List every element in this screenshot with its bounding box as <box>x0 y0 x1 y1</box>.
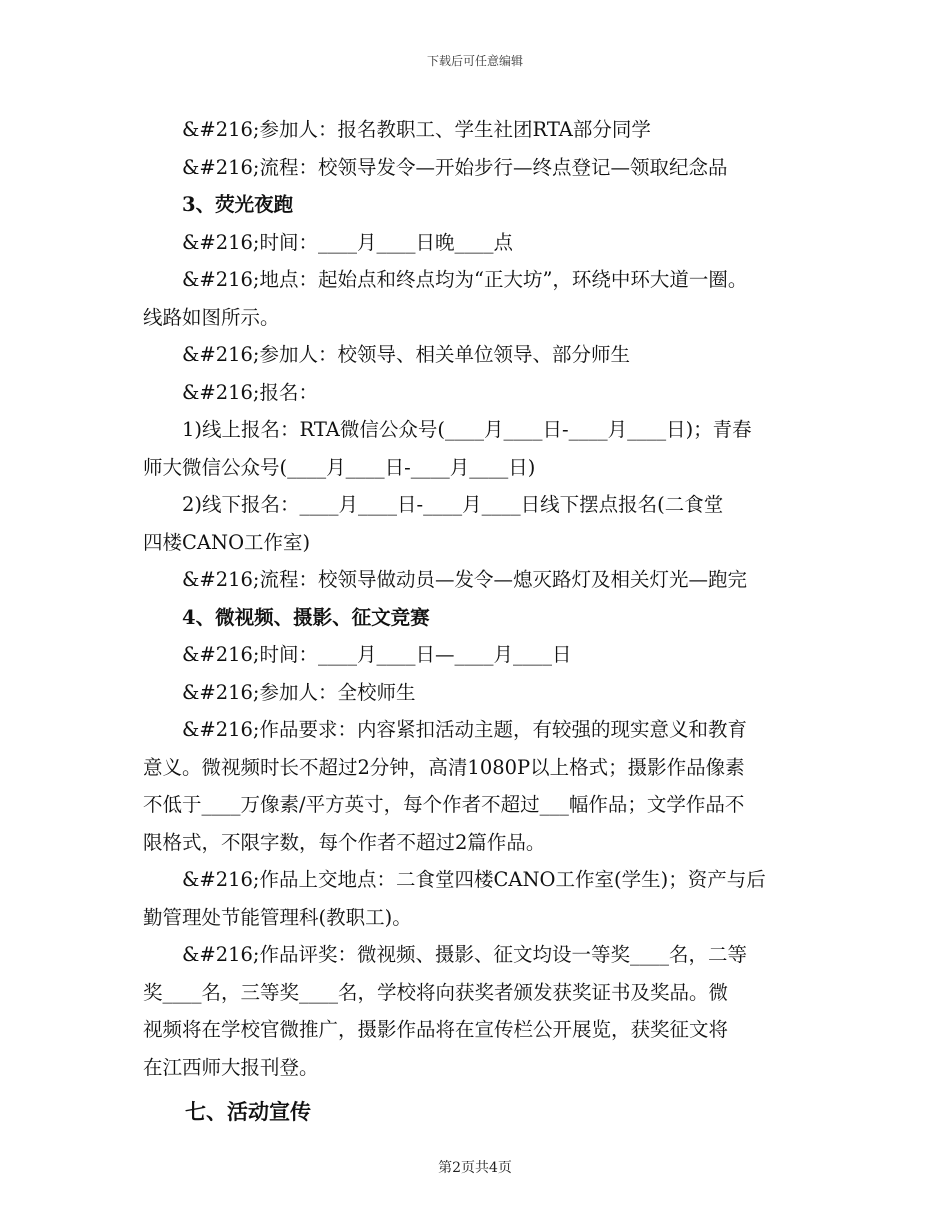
text-line: &#216;流程：校领导做动员—发令—熄灭路灯及相关灯光—跑完 <box>182 568 747 591</box>
text-line: &#216;参加人：校领导、相关单位领导、部分师生 <box>182 343 630 366</box>
text-line: &#216;流程：校领导发令—开始步行—终点登记—领取纪念品 <box>182 155 728 179</box>
subheading: 3、荧光夜跑 <box>182 193 294 216</box>
section-heading: 七、活动宣传 <box>185 1099 311 1124</box>
text-line: 师大微信公众号(____月____日-____月____日) <box>143 455 536 479</box>
text-line: &#216;作品要求：内容紧扣活动主题，有较强的现实意义和教育 <box>182 718 747 741</box>
page-footer: 第2页共4页 <box>438 1160 512 1176</box>
text-line: &#216;时间：____月____日晚____点 <box>182 230 513 254</box>
text-line: 线路如图所示。 <box>143 305 280 329</box>
text-line: &#216;时间：____月____日—____月____日 <box>182 643 572 666</box>
text-line: 不低于____万像素/平方英寸，每个作者不超过___幅作品；文学作品不 <box>143 793 745 816</box>
page-header: 下载后可任意编辑 <box>426 54 523 68</box>
text-line: 1)线上报名：RTA微信公众号(____月____日-____月____日)；青春 <box>182 418 752 441</box>
text-line: 意义。微视频时长不超过2分钟，高清1080P以上格式；摄影作品像素 <box>143 755 745 779</box>
text-line: 奖____名，三等奖____名，学校将向获奖者颁发获奖证书及奖品。微 <box>143 980 729 1004</box>
text-line: &#216;作品上交地点：二食堂四楼CANO工作室(学生)；资产与后 <box>182 868 766 891</box>
text-line: &#216;地点：起始点和终点均为“正大坊”，环绕中环大道一圈。 <box>182 268 748 291</box>
text-line: &#216;作品评奖：微视频、摄影、征文均设一等奖____名，二等 <box>182 943 747 966</box>
document-body <box>143 111 815 1131</box>
subheading: 4、微视频、摄影、征文竞赛 <box>182 605 430 629</box>
text-line: 在江西师大报刊登。 <box>143 1055 319 1079</box>
text-line: 限格式，不限字数，每个作者不超过2篇作品。 <box>143 830 546 854</box>
text-line: 2)线下报名：____月____日-____月____日线下摆点报名(二食堂 <box>182 493 724 516</box>
text-line: 勤管理处节能管理科(教职工)。 <box>143 905 412 929</box>
text-line: &#216;参加人：全校师生 <box>182 680 416 704</box>
text-line: 四楼CANO工作室) <box>143 530 311 554</box>
text-line: &#216;报名： <box>182 380 318 404</box>
text-line: 视频将在学校官微推广，摄影作品将在宣传栏公开展览，获奖征文将 <box>143 1018 729 1041</box>
text-line: &#216;参加人：报名教职工、学生社团RTA部分同学 <box>182 118 651 141</box>
